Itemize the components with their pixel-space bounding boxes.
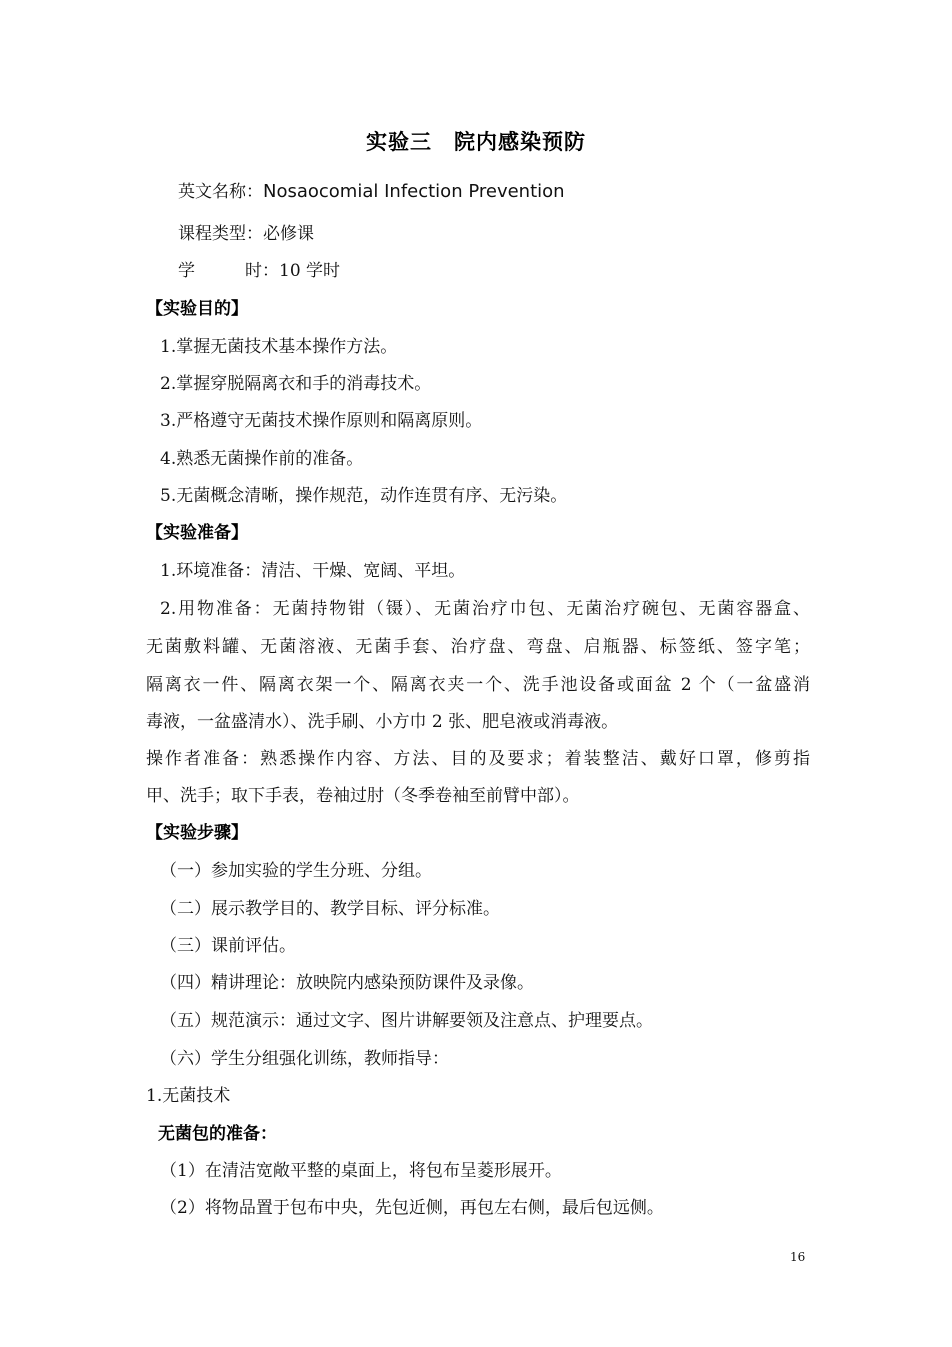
steps-heading: 【实验步骤】 <box>146 823 248 843</box>
hours-label-2: 时： <box>245 261 279 281</box>
english-name-label: 英文名称： <box>178 182 263 202</box>
aseptic-subtitle: 1.无菌技术 <box>146 1086 231 1106</box>
step-item: （一）参加实验的学生分班、分组。 <box>160 861 432 881</box>
prep-supplies-line: 无菌敷料罐、无菌溶液、无菌手套、治疗盘、弯盘、启瓶器、标签纸、签字笔； <box>146 637 810 657</box>
pack-heading: 无菌包的准备： <box>158 1124 277 1144</box>
page-number: 16 <box>790 1250 806 1264</box>
prep-supplies-line: 2.用物准备：无菌持物钳（镊）、无菌治疗巾包、无菌治疗碗包、无菌容器盒、 <box>160 599 810 619</box>
course-type-label: 课程类型： <box>178 224 263 244</box>
purpose-heading: 【实验目的】 <box>146 299 248 319</box>
hours-value: 10 学时 <box>279 261 341 281</box>
prep-supplies-line: 隔离衣一件、隔离衣架一个、隔离衣夹一个、洗手池设备或面盆 2 个（一盆盛消 <box>146 675 810 695</box>
hours-label-1: 学 <box>178 261 195 281</box>
prep-supplies-line: 毒液，一盆盛清水）、洗手刷、小方巾 2 张、肥皂液或消毒液。 <box>146 712 619 732</box>
prep-env: 1.环境准备：清洁、干燥、宽阔、平坦。 <box>160 561 466 581</box>
course-type-value: 必修课 <box>263 224 314 244</box>
purpose-item: 3.严格遵守无菌技术操作原则和隔离原则。 <box>160 411 483 431</box>
step-item: （三）课前评估。 <box>160 936 296 956</box>
step-item: （六）学生分组强化训练，教师指导： <box>160 1049 449 1069</box>
title-main: 实验三 <box>366 130 432 154</box>
title-sub: 院内感染预防 <box>454 130 586 154</box>
english-name-line <box>178 181 565 203</box>
course-type-line <box>178 223 314 245</box>
prep-operator-line: 操作者准备：熟悉操作内容、方法、目的及要求；着装整洁、戴好口罩，修剪指 <box>146 749 810 769</box>
purpose-item: 2.掌握穿脱隔离衣和手的消毒技术。 <box>160 374 432 394</box>
pack-item: （1）在清洁宽敞平整的桌面上，将包布呈菱形展开。 <box>160 1161 562 1181</box>
hours-line <box>178 260 340 282</box>
step-item: （二）展示教学目的、教学目标、评分标准。 <box>160 899 500 919</box>
pack-item: （2）将物品置于包布中央，先包近侧，再包左右侧，最后包远侧。 <box>160 1198 664 1218</box>
purpose-item: 5.无菌概念清晰，操作规范，动作连贯有序、无污染。 <box>160 486 568 506</box>
prep-heading: 【实验准备】 <box>146 523 248 543</box>
prep-operator-line: 甲、洗手；取下手表，卷袖过肘（冬季卷袖至前臂中部）。 <box>146 786 580 806</box>
step-item: （四）精讲理论：放映院内感染预防课件及录像。 <box>160 973 534 993</box>
page-title <box>0 126 952 156</box>
english-name-value: Nosaocomial Infection Prevention <box>263 181 565 202</box>
purpose-item: 4.熟悉无菌操作前的准备。 <box>160 449 364 469</box>
step-item: （五）规范演示：通过文字、图片讲解要领及注意点、护理要点。 <box>160 1011 653 1031</box>
purpose-item: 1.掌握无菌技术基本操作方法。 <box>160 337 398 357</box>
